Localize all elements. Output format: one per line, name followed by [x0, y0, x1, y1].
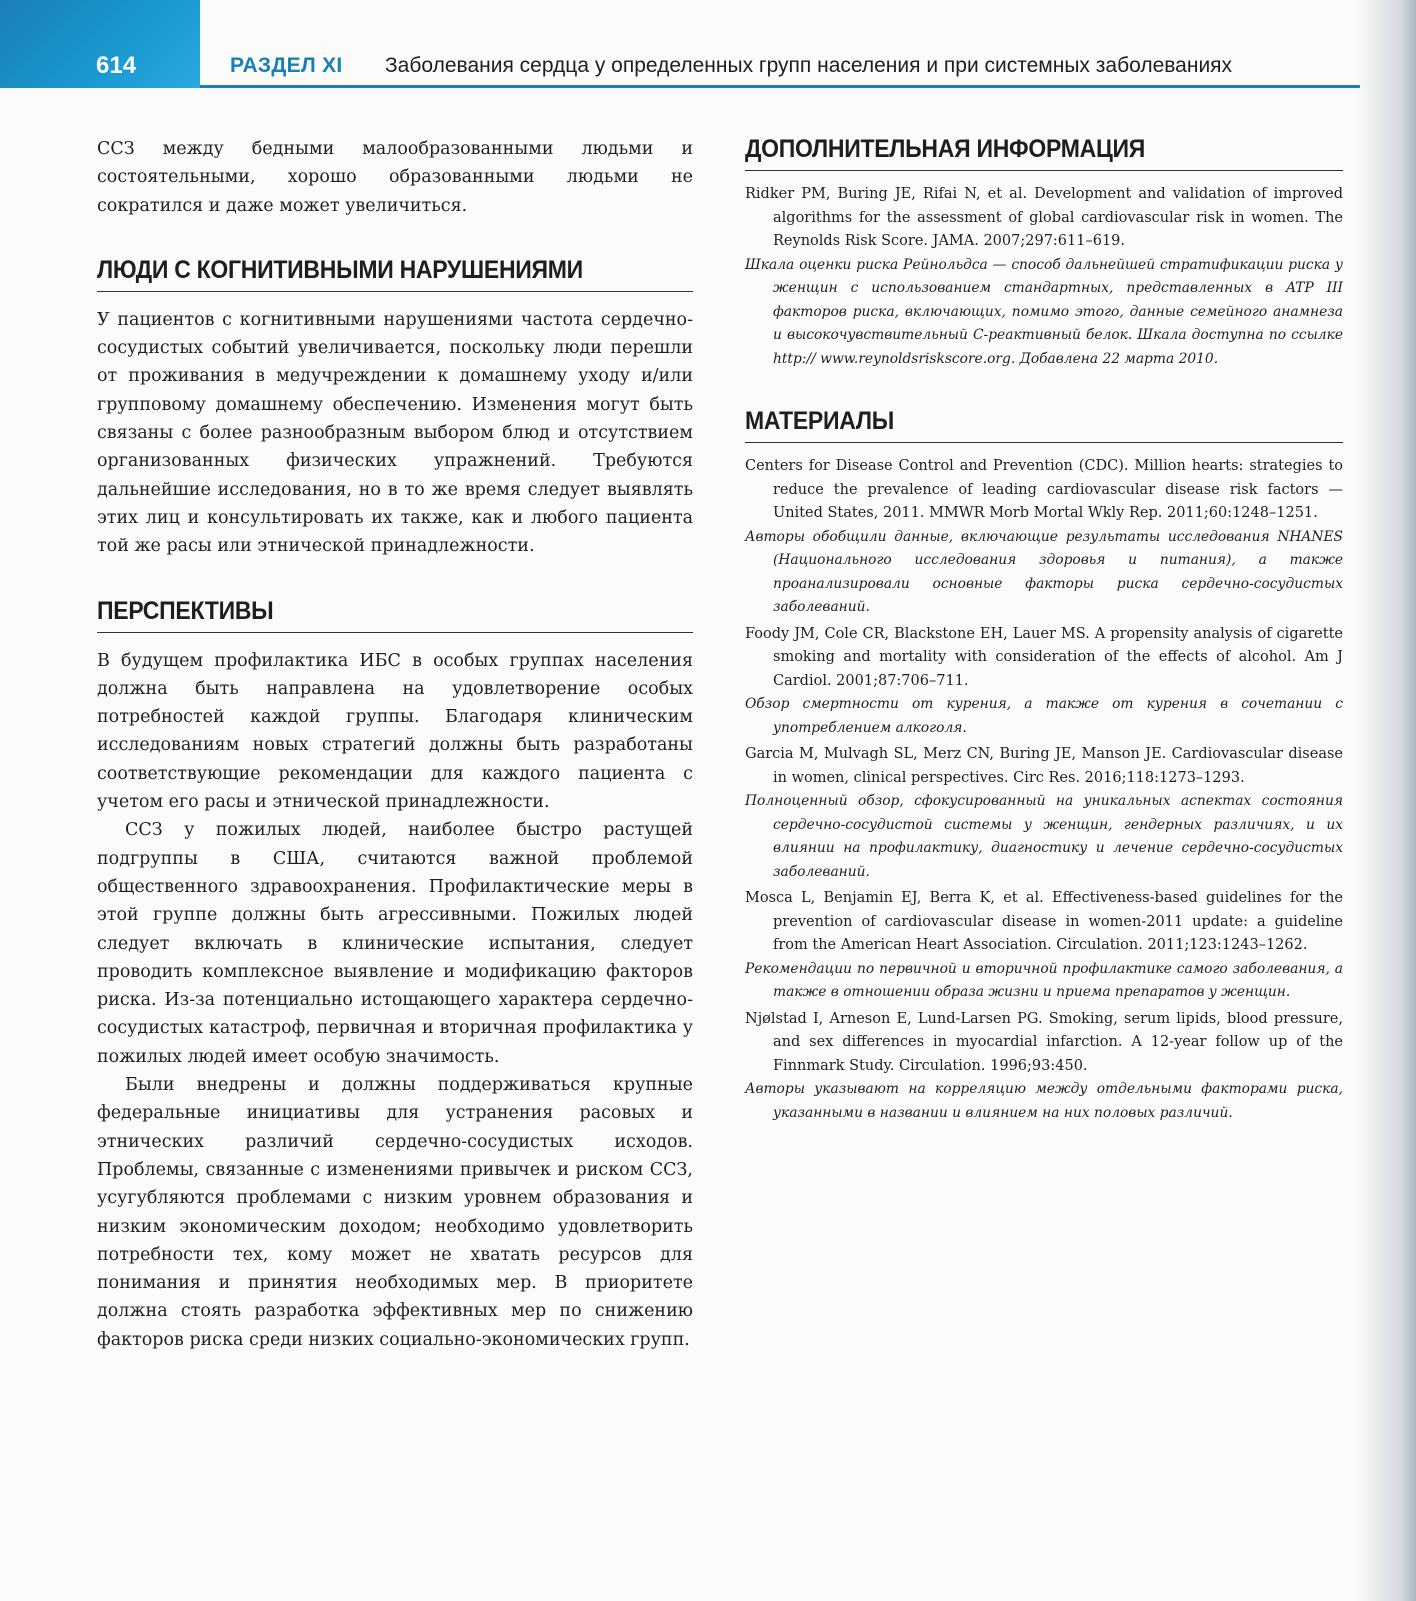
heading-perspectives: ПЕРСПЕКТИВЫ [97, 597, 693, 633]
reference-entry: Mosca L, Benjamin EJ, Berra K, et al. Effectiveness-based guidelines for the prevention of cardiovascular disease in women-2011 update: a guideline from the American Heart Association. Circulation. 2011;123:1243–1262. [745, 890, 1343, 953]
reference-annotation: Рекомендации по первичной и вторичной профилактике самого заболевания, а также в отношении образа жизни и приема препаратов у женщин. [745, 960, 1343, 1000]
perspectives-paragraph-1: В будущем профилактика ИБС в особых группах населения должна быть направлена на удовлетворение особых потребностей каждой группы. Благодаря клиническим исследованиям новых стратегий должны быть разработаны соответствующие рекомендации для каждого пациента с учетом его расы и этнической принадлежности. [97, 650, 693, 813]
reference-annotation: Обзор смертности от курения, а также от курения в сочетании с употреблением алкоголя. [745, 696, 1343, 736]
running-header [0, 0, 1360, 88]
heading-materials: МАТЕРИАЛЫ [745, 407, 1343, 443]
right-column [745, 135, 1343, 1128]
page-number: 614 [96, 52, 137, 79]
cognitive-paragraph: У пациентов с когнитивными нарушениями частота сердечно-сосудистых событий увеличивается, поскольку люди перешли от проживания в медучреждении к домашнему уходу и/или групповому домашнему обеспечению. Изменения могут быть связаны с более разнообразным выбором блюд и отсутствием организованных физических упражнений. Требуются дальнейшие исследования, но в то же время следует выявлять этих лиц и консультировать их также, как и любого пациента той же расы или этнической принадлежности. [97, 309, 693, 557]
perspectives-paragraph-2: ССЗ у пожилых людей, наиболее быстро растущей подгруппы в США, считаются важной проблемой общественного здравоохранения. Профилактические меры в этой группе должны быть агрессивными. Пожилых людей следует включать в клинические испытания, следует проводить комплексное выявление и модификацию факторов риска. Из-за потенциально истощающего характера сердечно-сосудистых катастроф, первичная и вторичная профилактика у пожилых людей имеет особую значимость. [97, 820, 693, 1067]
heading-additional-info: ДОПОЛНИТЕЛЬНАЯ ИНФОРМАЦИЯ [745, 135, 1343, 171]
reference-annotation: Полноценный обзор, сфокусированный на уникальных аспектах состояния сердечно-сосудистой системы у женщин, гендерных различиях, и их влиянии на профилактику, диагностику и лечение сердечно-сосудистых заболеваний. [745, 793, 1343, 880]
page-edge-shadow [1356, 0, 1416, 1601]
reference-entry: Ridker PM, Buring JE, Rifai N, et al. Development and validation of improved algorithms for the assessment of global cardiovascular risk in women. The Reynolds Risk Score. JAMA. 2007;297:611–619. [745, 186, 1343, 249]
reference-entry: Centers for Disease Control and Prevention (CDC). Million hearts: strategies to reduce the prevalence of leading cardiovascular disease risk factors — United States, 2011. MMWR Morb Mortal Wkly Rep. 2011;60:1248–1251. [745, 458, 1343, 521]
heading-cognitive: ЛЮДИ С КОГНИТИВНЫМИ НАРУШЕНИЯМИ [97, 256, 693, 292]
reference-entry: Njølstad I, Arneson E, Lund-Larsen PG. Smoking, serum lipids, blood pressure, and sex differences in myocardial infarction. A 12-year follow up of the Finnmark Study. Circulation. 1996;93:450. [745, 1010, 1343, 1074]
header-rule [200, 85, 1360, 88]
reference-entry: Garcia M, Mulvagh SL, Merz CN, Buring JE, Manson JE. Cardiovascular disease in women, clinical perspectives. Circ Res. 2016;118:1273–1293. [745, 746, 1343, 786]
left-column [97, 135, 693, 1354]
reference-annotation: Авторы указывают на корреляцию между отдельными факторами риска, указанными в названии и влиянием на них половых различий. [745, 1081, 1343, 1121]
section-label: РАЗДЕЛ XI [230, 54, 343, 77]
reference-annotation: Шкала оценки риска Рейнольдса — способ дальнейшей стратификации риска у женщин с использованием стандартных, представленных в ATP III факторов риска, включающих, помимо этого, данные семейного анамнеза и высокочувствительный С-реактивный белок. Шкала доступна по ссылке http:// www.reynoldsriskscore.org. Добавлена 22 марта 2010. [745, 256, 1343, 367]
perspectives-paragraph-3: Были внедрены и должны поддерживаться крупные федеральные инициативы для устранения расовых и этнических различий сердечно-сосудистых исходов. Проблемы, связанные с изменениями привычек и риском ССЗ, усугубляются проблемами с низким уровнем образования и низким экономическим доходом; необходимо удовлетворить потребности тех, кому может не хватать ресурсов для понимания и принятия необходимых мер. В приоритете должна стоять разработка эффективных мер по снижению факторов риска среди низких социально-экономических групп. [97, 1075, 693, 1350]
intro-paragraph: ССЗ между бедными малообразованными людьми и состоятельными, хорошо образованными людьми не сократился и даже может увеличиться. [97, 139, 693, 216]
section-title: Заболевания сердца у определенных групп населения и при системных заболеваниях [385, 54, 1233, 77]
reference-entry: Foody JM, Cole CR, Blackstone EH, Lauer MS. A propensity analysis of cigarette smoking and mortality with consideration of the effects of alcohol. Am J Cardiol. 2001;87:706–711. [745, 625, 1343, 689]
reference-annotation: Авторы обобщили данные, включающие результаты исследования NHANES (Национального исследования здоровья и питания), а также проанализировали основные факторы риска сердечно-сосудистых заболеваний. [745, 528, 1343, 615]
materials-list [745, 455, 1343, 1125]
